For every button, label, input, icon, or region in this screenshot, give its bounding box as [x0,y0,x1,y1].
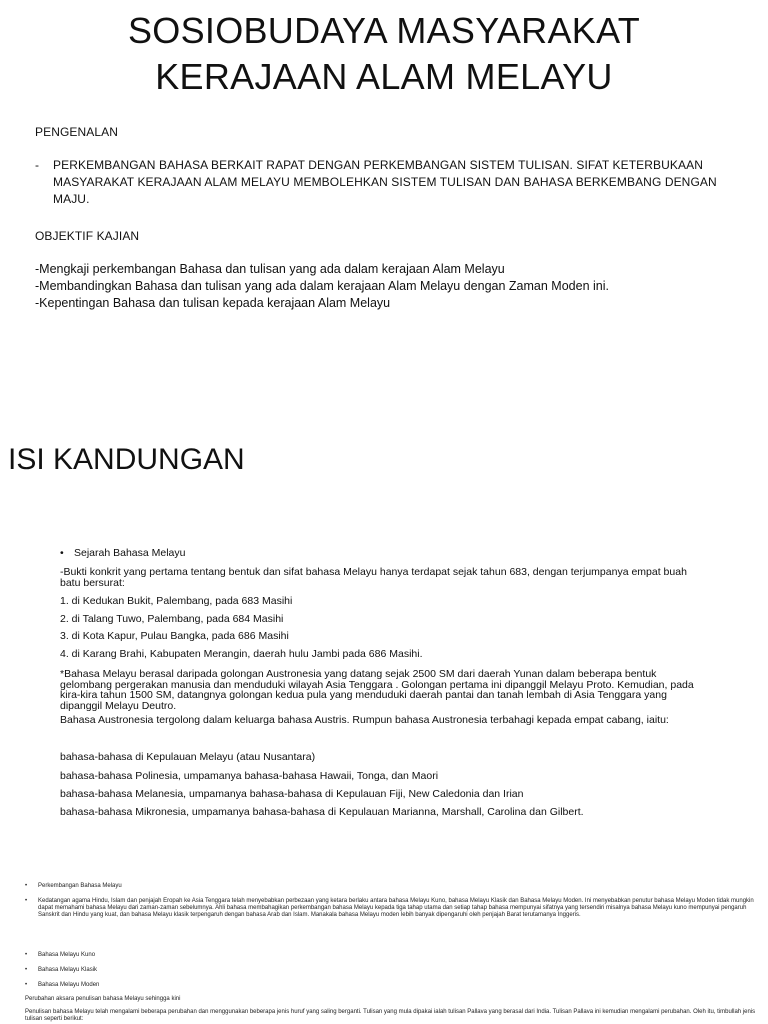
branch-item: bahasa-bahasa Polinesia, umpamanya bahasa-bahasa Hawaii, Tonga, dan Maori [60,770,439,782]
objective-item: -Membandingkan Bahasa dan tulisan yang ada dalam kerajaan Alam Melayu dengan Zaman Moden ini. [35,279,609,293]
history-bullet-label: Sejarah Bahasa Melayu [74,547,186,559]
bullet-glyph: • [25,883,28,889]
stage-label: Bahasa Melayu Moden [38,982,100,988]
intro-text: PERKEMBANGAN BAHASA BERKAIT RAPAT DENGAN PERKEMBANGAN SISTEM TULISAN. SIFAT KETERBUKAAN MASYARAKAT KERAJAAN ALAM MELAYU MEMBOLEHKAN SISTEM TULISAN DAN BAHASA BERKEMBANG DENGAN MAJU. [53,158,717,206]
objectives-heading: OBJEKTIF KAJIAN [35,229,140,243]
branch-item: bahasa-bahasa Melanesia, umpamanya bahasa-bahasa di Kepulauan Fiji, New Caledonia dan Irian [60,788,524,800]
objectives-list [35,261,755,312]
history-paragraph-origin: *Bahasa Melayu berasal daripada golongan Austronesia yang datang sejak 2500 SM dari daerah Yunan dalam beberapa bentuk gelombang pergerakan manusia dan menduduki wilayah Asia Tenggara . Golongan pertama ini dipanggil Melayu Proto. Kemudian, pada kira-kira tahun 1500 SM, datangnya golongan kedua pula yang menduduki daerah pantai dan tanah lembah di Asia Tenggara yang dipanggil Melayu Deutro. [60,668,694,712]
objective-item: -Kepentingan Bahasa dan tulisan kepada kerajaan Alam Melayu [35,296,391,310]
script-change-heading: Perubahan aksara penulisan bahasa Melayu sehingga kini [25,996,181,1002]
bullet-glyph: • [60,547,64,559]
stage-label: Bahasa Melayu Kuno [38,952,96,958]
stage-item [25,967,97,974]
development-heading-label: Perkembangan Bahasa Melayu [38,883,122,889]
inscription-item: 4. di Karang Brahi, Kabupaten Merangin, daerah hulu Jambi pada 686 Masihi. [60,648,423,660]
bullet-glyph: • [25,967,28,973]
objective-item: -Mengkaji perkembangan Bahasa dan tulisan yang ada dalam kerajaan Alam Melayu [35,262,505,276]
page-title-line-1: SOSIOBUDAYA MASYARAKAT [127,10,641,51]
bullet-glyph: • [25,982,28,988]
branch-item: bahasa-bahasa Mikronesia, umpamanya bahasa-bahasa di Kepulauan Marianna, Marshall, Carolina dan Gilbert. [60,806,584,818]
stage-item [25,952,95,959]
development-heading-bullet [25,883,122,890]
intro-dash: - [35,158,40,172]
stage-label: Bahasa Melayu Klasik [38,967,98,973]
contents-heading: ISI KANDUNGAN [8,443,245,476]
intro-point [35,157,755,208]
inscription-item: 1. di Kedukan Bukit, Palembang, pada 683 Masihi [60,595,293,607]
inscription-item: 3. di Kota Kapur, Pulau Bangka, pada 686 Masihi [60,630,289,642]
branch-item: bahasa-bahasa di Kepulauan Melayu (atau Nusantara) [60,751,316,763]
script-change-paragraph: Penulisan bahasa Melayu telah mengalami beberapa perubahan dan menggunakan beberapa jenis huruf yang saling berganti. Tulisan yang mula dipakai ialah tulisan Pallava yang berasal dari India. Tulisan Pallava ini kemudian mengalami perubahan. Oleh itu, timbullah jenis tulisan seperti berikut: [25,1009,756,1022]
inscription-item: 2. di Talang Tuwo, Palembang, pada 684 Masihi [60,613,284,625]
history-paragraph-evidence: -Bukti konkrit yang pertama tentang bentuk dan sifat bahasa Melayu hanya terdapat sejak tahun 683, dengan terjumpanya empat buah batu bersurat: [60,566,687,589]
history-paragraph-family: Bahasa Austronesia tergolong dalam keluarga bahasa Austris. Rumpun bahasa Austronesia terbahagi kepada empat cabang, iaitu: [60,714,669,726]
stage-item [25,982,99,989]
development-paragraph-bullet [25,898,765,919]
history-bullet [60,548,186,559]
bullet-glyph: • [25,898,28,904]
development-paragraph: Kedatangan agama Hindu, Islam dan penjajah Eropah ke Asia Tenggara telah menyebabkan perbezaan yang ketara berlaku antara bahasa Melayu Kuno, bahasa Melayu Klasik dan Bahasa Melayu Moden. Ini menyebabkan penutur bahasa Melayu Moden tidak mungkin dapat memahami bahasa Melayu dari zaman-zaman sebelumnya. Ahli bahasa membahagikan perkembangan bahasa Melayu kepada tiga tahap utama dan setiap tahap bahasa mempunyai sifatnya yang tersendiri misalnya bahasa Melayu kuno mempunyai pengaruh Sanskrit dan Hindu yang kuat, dan bahasa Melayu klasik terpengaruh dengan bahasa Arab dan Islam. Manakala bahasa Melayu moden lebih banyak dipengaruhi oleh penjajah Barat terutamanya Inggeris. [38,898,754,918]
intro-heading: PENGENALAN [35,125,119,139]
page-title [0,8,768,100]
page-title-line-2: KERAJAAN ALAM MELAYU [155,56,613,97]
bullet-glyph: • [25,952,28,958]
